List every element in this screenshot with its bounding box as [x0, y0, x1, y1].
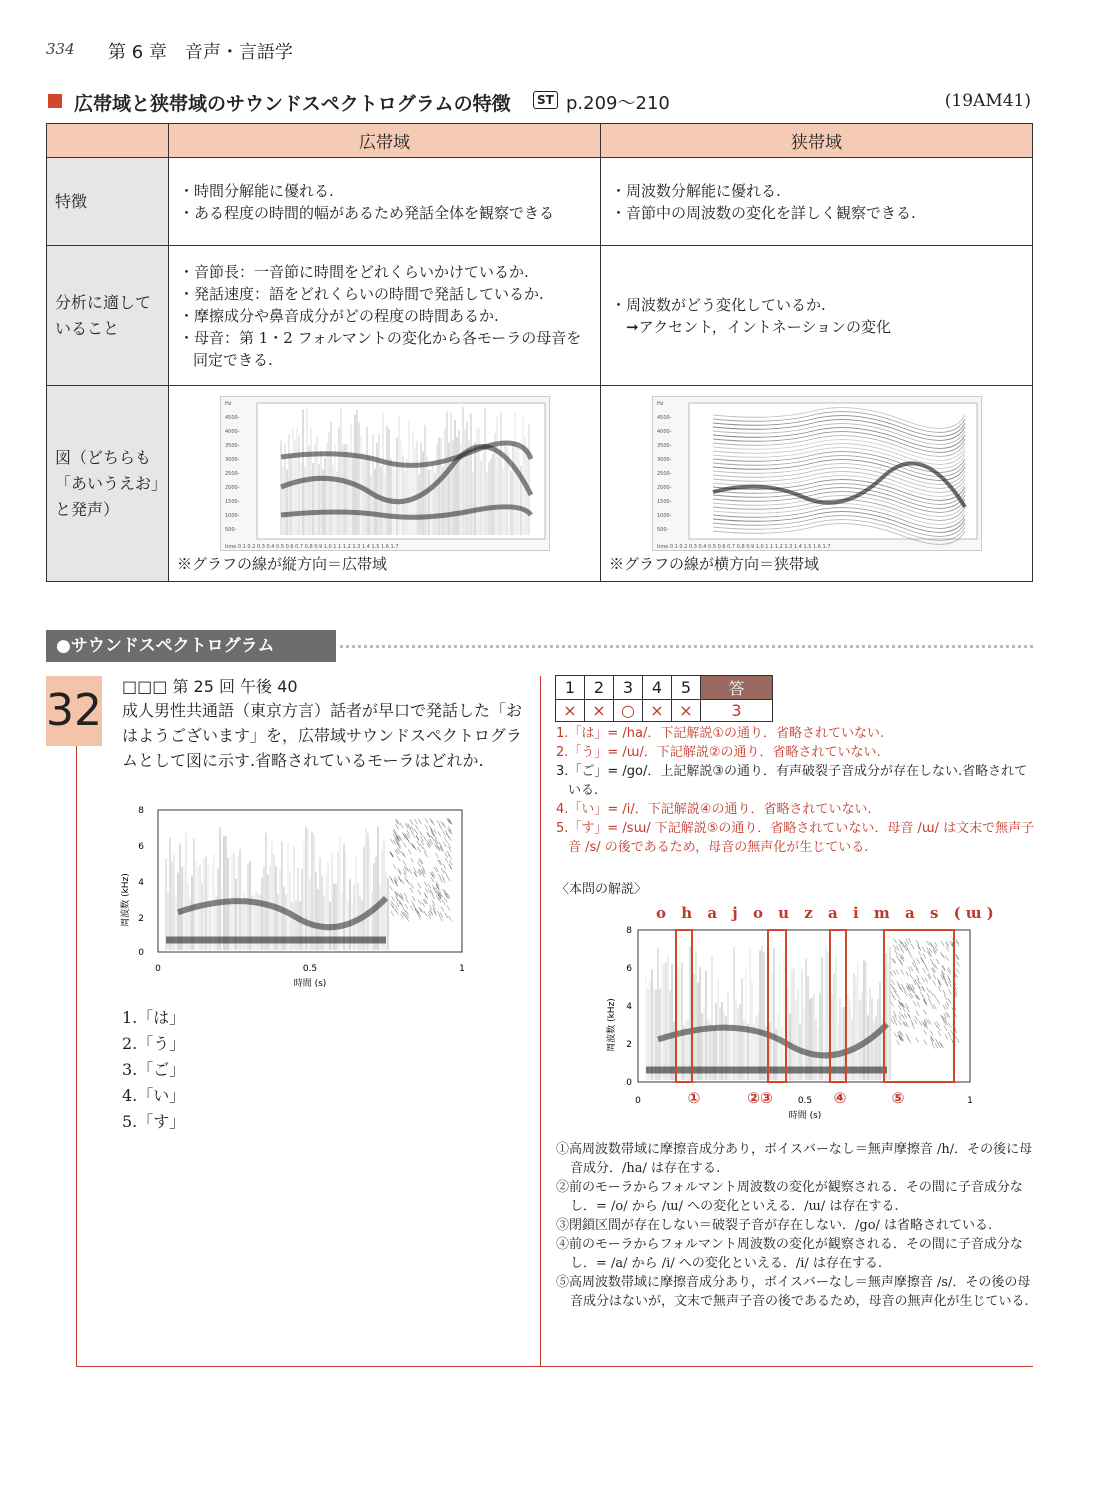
cell-figure-wide [169, 386, 601, 582]
answer-value: 3 [701, 700, 773, 722]
q-ytick: 8 [138, 806, 144, 816]
question-rule-bottom [76, 1366, 1033, 1367]
cell-analysis-narrow [601, 246, 1033, 386]
wideband-spectrogram-svg [221, 397, 551, 552]
a-xtick: 0.5 [797, 1096, 813, 1106]
y-tick-label: 3000- [656, 457, 672, 463]
y-tick-label: 4500- [656, 415, 672, 421]
table-corner [47, 124, 169, 158]
answer-mark: ○ [614, 700, 643, 722]
a-xtick: 0 [635, 1096, 641, 1106]
note-2: ②前のモーラからフォルマント周波数の変化が観察される．その間に子音成分なし．= /o/ から /ɯ/ への変化といえる．/ɯ/ は存在する. [556, 1180, 1023, 1214]
narrowband-spectrogram [652, 396, 982, 551]
note-1: ①高周波数帯域に摩擦音成分あり，ボイスバーなし＝無声摩擦音 /h/．その後に母音成分．/ha/ は存在する. [556, 1142, 1033, 1176]
section-page-ref: p.209〜210 [566, 93, 670, 114]
sub-title: 〈本問の解説〉 [556, 882, 648, 897]
q-xtick: 0 [155, 964, 161, 974]
comparison-table [46, 123, 1033, 582]
explanation-2 [556, 743, 1036, 762]
y-tick-label: Hz [656, 401, 663, 407]
a-xlabel: 時間 (s) [788, 1111, 822, 1121]
chapter-title: 第 6 章 音声・言語学 [108, 42, 293, 63]
y-tick-label: 4500- [224, 415, 240, 421]
list-item: ・音節中の周波数の変化を詳しく観察できる. [611, 203, 916, 222]
row-label-analysis: 分析に適していること [47, 246, 169, 386]
section-title: 広帯域と狭帯域のサウンドスペクトログラムの特徴 [74, 93, 511, 115]
answer-col: 2 [585, 676, 614, 700]
answer-col: 5 [672, 676, 701, 700]
question-rule-vertical [76, 746, 77, 1366]
explanation-text: 5.「す」= /sɯ/ 下記解説⑤の通り．省略されていない．母音 /ɯ/ は文末で無声子音 /s/ の後であるため，母音の無声化が生じている. [556, 821, 1035, 855]
col-header-narrow: 狭帯域 [601, 124, 1033, 158]
y-tick-label: Hz [224, 401, 231, 407]
list-item: ・音節長：一音節に時間をどれくらいかけているか. [179, 262, 529, 281]
list-item: ・時間分解能に優れる. [179, 181, 334, 200]
narrowband-spectrogram-svg [653, 397, 983, 552]
phoneme-labels: o h a j o u z a i m a s (ɯ) [656, 904, 999, 922]
section-code: (19AM41) [944, 91, 1031, 111]
dotted-rule [340, 645, 1033, 648]
wide-note: ※グラフの線が縦方向＝広帯域 [177, 555, 388, 573]
q-ytick: 0 [138, 948, 144, 958]
explanation-text: 2.「う」= /ɯ/．下記解説②の通り．省略されていない. [556, 745, 881, 760]
cell-feature-wide [169, 158, 601, 246]
y-tick-label: 2000- [656, 485, 672, 491]
detailed-notes [556, 1140, 1034, 1311]
answer-mark: × [643, 700, 672, 722]
y-tick-label: 1500- [656, 499, 672, 505]
cell-analysis-wide [169, 246, 601, 386]
answer-col: 4 [643, 676, 672, 700]
option-5: 5.「す」 [122, 1112, 186, 1131]
y-tick-label: 4000- [224, 429, 240, 435]
question-number: 32 [46, 676, 102, 746]
q-ytick: 4 [138, 878, 144, 888]
cell-feature-narrow [601, 158, 1033, 246]
y-tick-label: 1000- [656, 513, 672, 519]
a-ylabel: 周波数 (kHz) [607, 998, 617, 1052]
option-list [122, 1005, 185, 1135]
question-header: □□□ 第 25 回 午後 40 [122, 677, 298, 696]
a-xtick: 1 [967, 1096, 973, 1106]
option-1: 1.「は」 [122, 1008, 186, 1027]
explanation-4 [556, 800, 1036, 819]
q-ytick: 2 [138, 914, 144, 924]
y-tick-label: 4000- [656, 429, 672, 435]
y-tick-label: 2000- [224, 485, 240, 491]
q-xtick: 0.5 [302, 964, 318, 974]
st-badge-icon: ST [533, 91, 558, 109]
y-tick-label: 1500- [224, 499, 240, 505]
explanation-1 [556, 724, 1036, 743]
y-tick-label: 3500- [224, 443, 240, 449]
option-3: 3.「ご」 [122, 1060, 186, 1079]
list-item: ➞アクセント，イントネーションの変化 [611, 317, 892, 336]
answer-head: 答 [701, 676, 773, 700]
a-ytick: 0 [626, 1078, 632, 1088]
a-ytick: 6 [626, 964, 632, 974]
row-label-feature: 特徴 [47, 158, 169, 246]
subsection-band: ●サウンドスペクトログラム [46, 630, 336, 662]
wideband-spectrogram [220, 396, 550, 551]
answer-mark: × [585, 700, 614, 722]
column-divider [540, 676, 541, 1366]
answer-explanations [556, 724, 1036, 857]
answer-col: 3 [614, 676, 643, 700]
cell-figure-narrow [601, 386, 1033, 582]
circled-label: ④ [833, 1089, 847, 1107]
x-tick-labels: time 0.1 0.2 0.3 0.4 0.5 0.6 0.7 0.8 0.9 1.0 1.1 1.2 1.3 1.4 1.5 1.6 1.7 [224, 544, 398, 550]
list-item: ・周波数分解能に優れる. [611, 181, 781, 200]
circled-label: ②③ [747, 1089, 773, 1107]
y-tick-label: 3500- [656, 443, 672, 449]
q-ytick: 6 [138, 842, 144, 852]
explanation-text: 1.「は」= /ha/．下記解説①の通り．省略されていない. [556, 726, 885, 741]
answer-col: 1 [556, 676, 585, 700]
answer-mark: × [672, 700, 701, 722]
list-item: ・周波数がどう変化しているか. [611, 295, 826, 314]
x-tick-labels: time 0.1 0.2 0.3 0.4 0.5 0.6 0.7 0.8 0.9 1.0 1.1 1.2 1.3 1.4 1.5 1.6 1.7 [656, 544, 830, 550]
q-ylabel: 周波数 (kHz) [121, 873, 131, 927]
explanation-3 [556, 762, 1036, 800]
a-ytick: 4 [626, 1002, 632, 1012]
answer-mark: × [556, 700, 585, 722]
y-tick-label: 2500- [656, 471, 672, 477]
section-marker [48, 94, 62, 108]
note-3: ③閉鎖区間が存在しない＝破裂子音が存在しない．/go/ は省略されている. [556, 1218, 993, 1233]
annotated-spectrogram [600, 900, 1000, 1125]
list-item: ・ある程度の時間的幅があるため発話全体を観察できる [179, 203, 555, 222]
option-4: 4.「い」 [122, 1086, 186, 1105]
note-4: ④前のモーラからフォルマント周波数の変化が観察される．その間に子音成分なし．= /a/ から /i/ への変化といえる．/i/ は存在する. [556, 1237, 1023, 1271]
circled-label: ① [687, 1089, 701, 1107]
explanation-5 [556, 819, 1036, 857]
option-2: 2.「う」 [122, 1034, 186, 1053]
note-5: ⑤高周波数帯域に摩擦音成分あり，ボイスバーなし＝無声摩擦音 /s/．その後の母音成分はないが，文末で無声子音の後であるため，母音の無声化が生じている. [556, 1275, 1031, 1309]
list-item: ・母音：第 1・2 フォルマントの変化から各モーラの母音を同定できる. [179, 328, 582, 369]
y-tick-label: 1000- [224, 513, 240, 519]
list-item: ・摩擦成分や鼻音成分がどの程度の時間あるか. [179, 306, 499, 325]
explanation-text: 4.「い」= /i/．下記解説④の通り．省略されていない. [556, 802, 872, 817]
y-tick-label: 2500- [224, 471, 240, 477]
circled-label: ⑤ [891, 1089, 905, 1107]
explanation-text: 3.「ご」= /go/．上記解説③の通り．有声破裂子音成分が存在しない.省略されている. [556, 764, 1028, 798]
answer-grid [555, 675, 773, 722]
list-item: ・発話速度：語をどれくらいの時間で発話しているか. [179, 284, 544, 303]
a-ytick: 8 [626, 926, 632, 936]
col-header-wide: 広帯域 [169, 124, 601, 158]
q-xlabel: 時間 (s) [293, 979, 327, 989]
a-ytick: 2 [626, 1040, 632, 1050]
y-tick-label: 3000- [224, 457, 240, 463]
question-text: 成人男性共通語（東京方言）話者が早口で発話した「おはようございます」を，広帯域サウンドスペクトログラムとして図に示す.省略されているモーラはどれか. [122, 701, 523, 770]
row-label-figure: 図（どちらも「あいうえお」と発声） [47, 386, 169, 582]
page-number: 334 [46, 40, 75, 58]
y-tick-label: 500- [656, 527, 668, 533]
y-tick-label: 500- [224, 527, 236, 533]
q-xtick: 1 [459, 964, 465, 974]
narrow-note: ※グラフの線が横方向＝狭帯域 [609, 555, 820, 573]
question-spectrogram [118, 800, 478, 995]
